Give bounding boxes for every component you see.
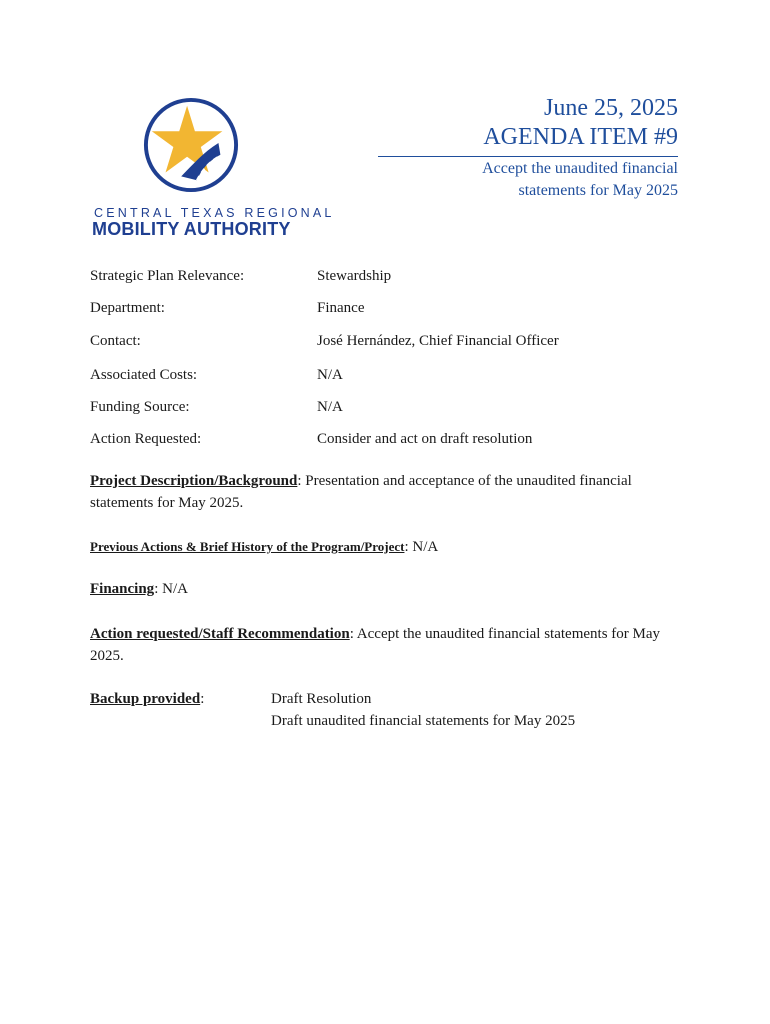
previous-actions-label: Previous Actions & Brief History of the Program/Project <box>90 539 405 554</box>
field-label-department: Department: <box>90 300 165 316</box>
field-label-action-requested: Action Requested: <box>90 431 202 447</box>
logo-line-authority: MOBILITY AUTHORITY <box>92 219 291 239</box>
field-label-strategic-plan: Strategic Plan Relevance: <box>90 268 245 284</box>
project-description-text: : Presentation and acceptance of the unaudited financial statements for May 2025. <box>90 473 632 511</box>
previous-actions-text: : N/A <box>404 539 439 555</box>
field-value-contact: José Hernández, Chief Financial Officer <box>317 333 559 349</box>
subtitle-line-2: statements for May 2025 <box>518 182 678 199</box>
financing-text: : N/A <box>154 581 188 597</box>
backup-provided-heading <box>90 688 204 710</box>
backup-item-financial-statements: Draft unaudited financial statements for May 2025 <box>271 713 576 729</box>
subtitle-line-1: Accept the unaudited financial <box>482 160 678 177</box>
field-value-department: Finance <box>317 300 365 316</box>
previous-actions-section <box>90 536 680 558</box>
logo-line-region: CENTRAL TEXAS REGIONAL <box>94 206 335 220</box>
staff-recommendation-text: : Accept the unaudited financial statements for May 2025. <box>90 626 661 664</box>
backup-provided-colon: : <box>200 691 205 707</box>
organization-logo <box>92 96 335 241</box>
header-divider <box>378 156 678 157</box>
agenda-header <box>483 94 678 152</box>
backup-provided-label: Backup provided <box>90 691 201 707</box>
field-value-associated-costs: N/A <box>317 367 343 383</box>
backup-item-draft-resolution: Draft Resolution <box>271 691 372 707</box>
staff-recommendation-label: Action requested/Staff Recommendation <box>90 626 350 642</box>
star-road-logo-icon <box>142 96 240 194</box>
field-value-action-requested: Consider and act on draft resolution <box>317 431 533 447</box>
meeting-date: June 25, 2025 <box>544 95 678 121</box>
financing-section <box>90 578 680 600</box>
agenda-item-subtitle <box>418 158 678 202</box>
staff-recommendation-section <box>90 623 680 667</box>
project-description-label: Project Description/Background <box>90 473 298 489</box>
project-description-section <box>90 470 680 514</box>
agenda-item-number: AGENDA ITEM #9 <box>483 124 678 150</box>
field-label-funding-source: Funding Source: <box>90 399 190 415</box>
field-value-strategic-plan: Stewardship <box>317 268 392 284</box>
field-label-associated-costs: Associated Costs: <box>90 367 198 383</box>
backup-provided-list <box>271 688 575 732</box>
field-value-funding-source: N/A <box>317 399 343 415</box>
field-label-contact: Contact: <box>90 333 141 349</box>
financing-label: Financing <box>90 581 155 597</box>
